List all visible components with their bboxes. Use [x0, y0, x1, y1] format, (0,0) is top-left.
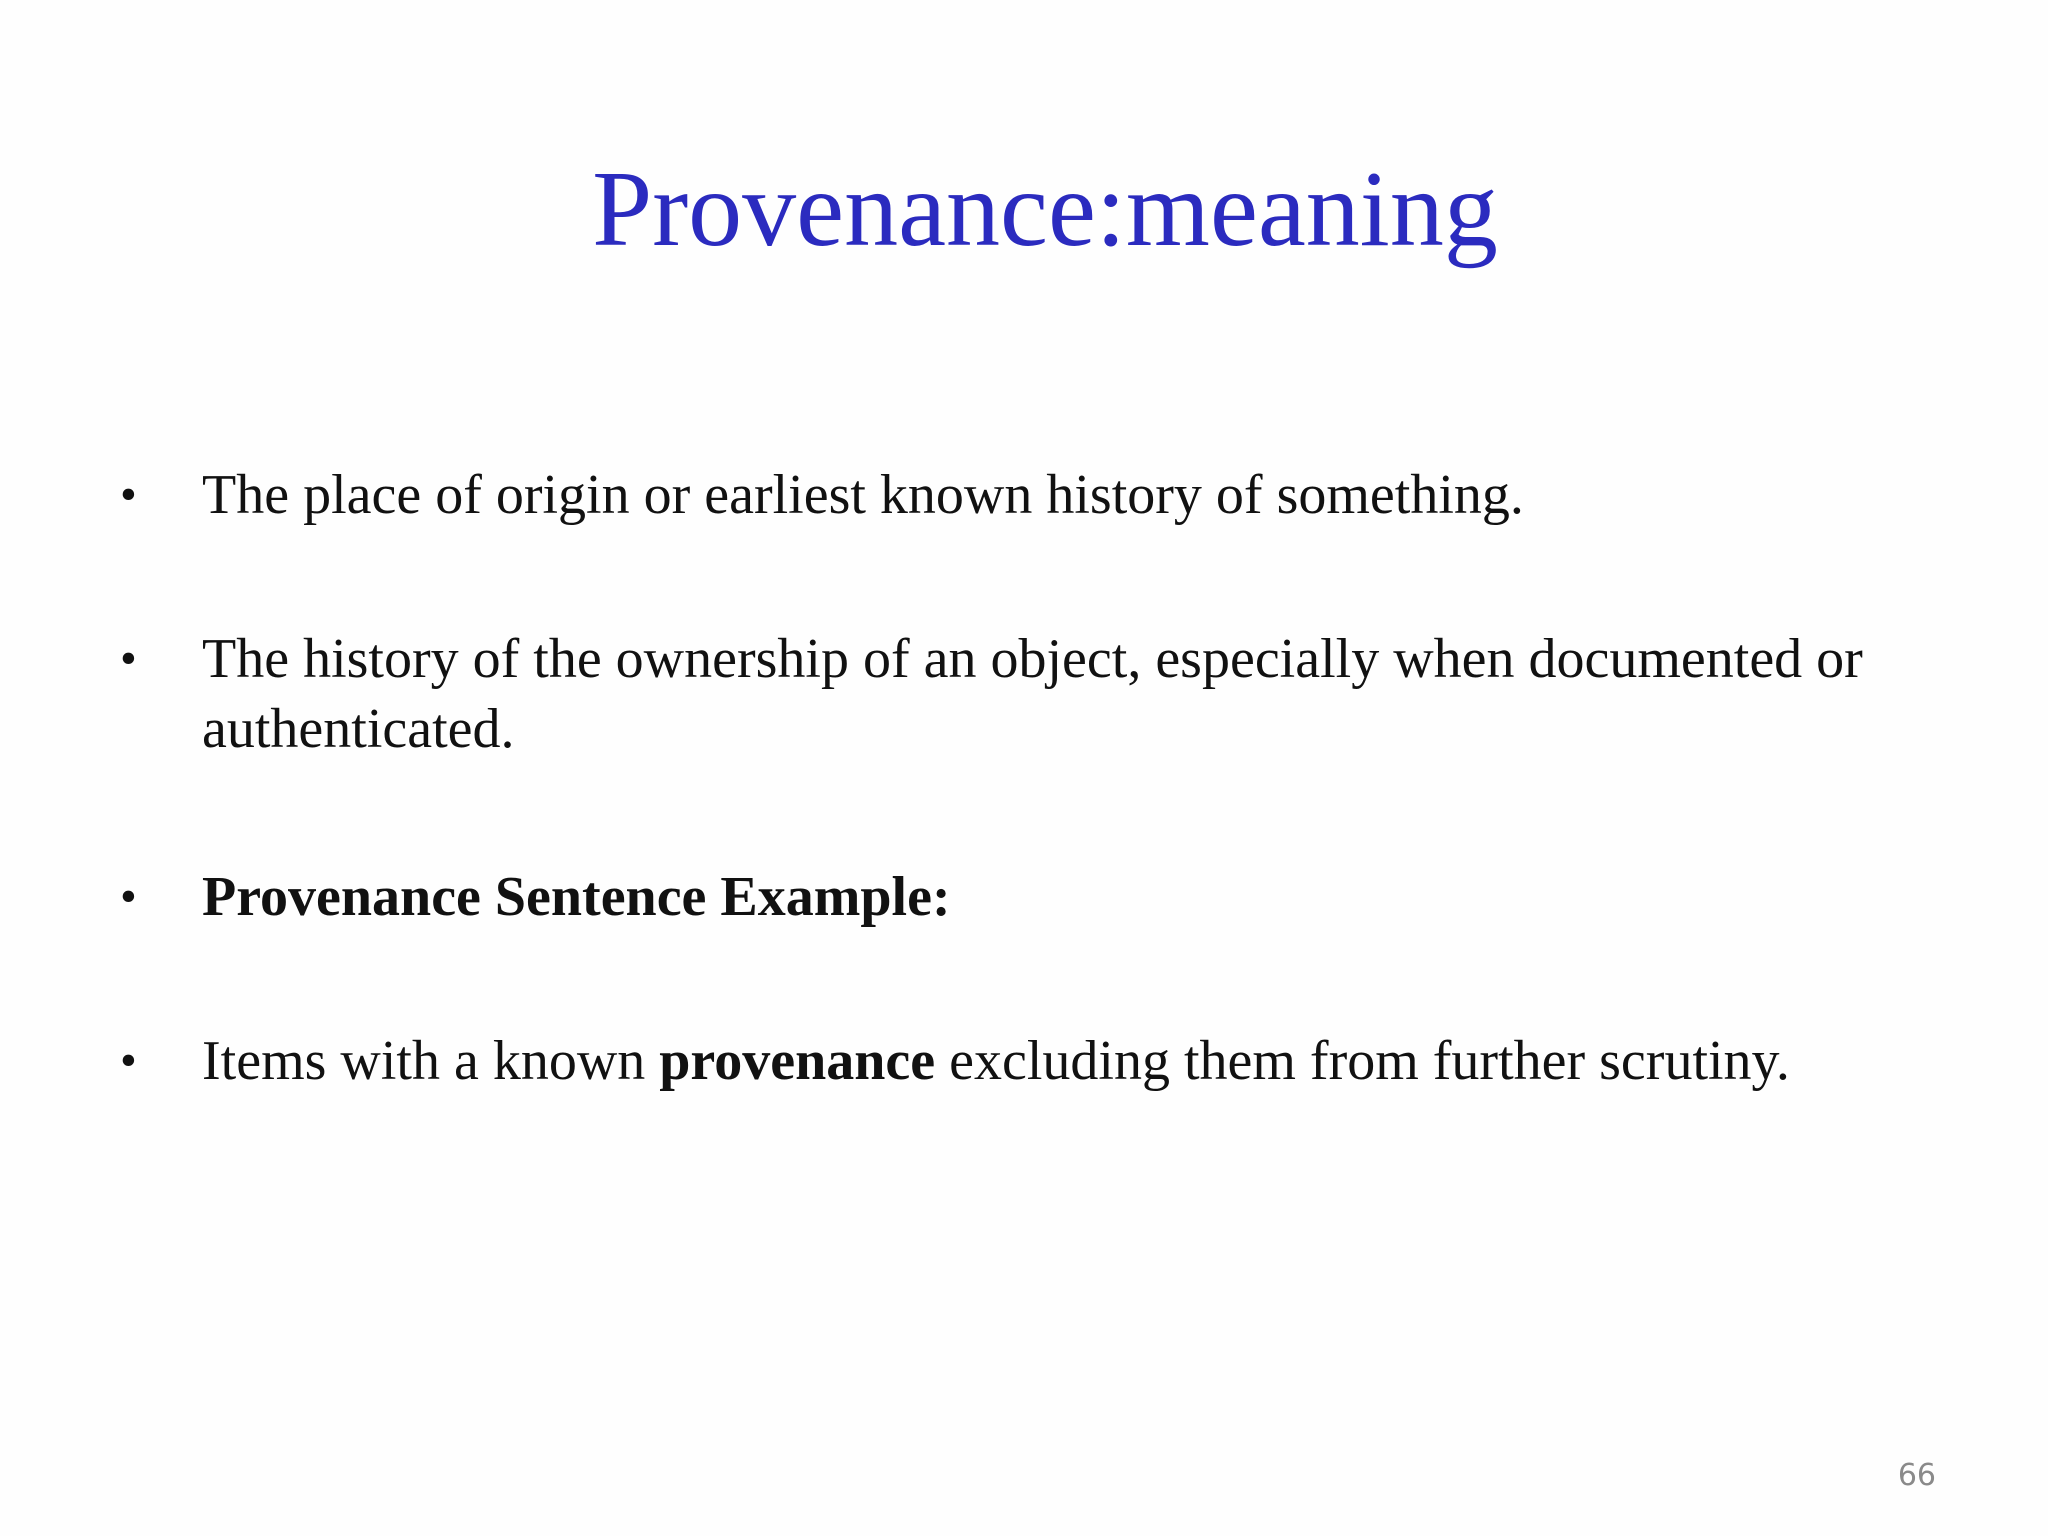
slide-title: Provenance:meaning — [592, 150, 1498, 269]
bullet-text-ownership-history: The history of the ownership of an object, especially when documented or authenticated. — [202, 628, 1863, 760]
bullet-text-origin: The place of origin or earliest known history of something. — [202, 464, 1524, 526]
example-sentence-emphasis: provenance — [659, 1030, 936, 1092]
example-sentence-suffix: excluding them from further scrutiny. — [935, 1030, 1790, 1092]
bullet-marker-icon: • — [120, 870, 137, 923]
bullet-text-example-sentence — [202, 1026, 1982, 1096]
example-sentence-prefix: Items with a known — [202, 1030, 660, 1092]
bullet-marker-icon: • — [120, 1034, 137, 1087]
page-number: 66 — [1897, 1458, 1936, 1493]
bullet-text-example-heading: Provenance Sentence Example: — [202, 866, 951, 928]
bullet-marker-icon: • — [120, 632, 137, 685]
bullet-marker-icon: • — [120, 468, 137, 521]
